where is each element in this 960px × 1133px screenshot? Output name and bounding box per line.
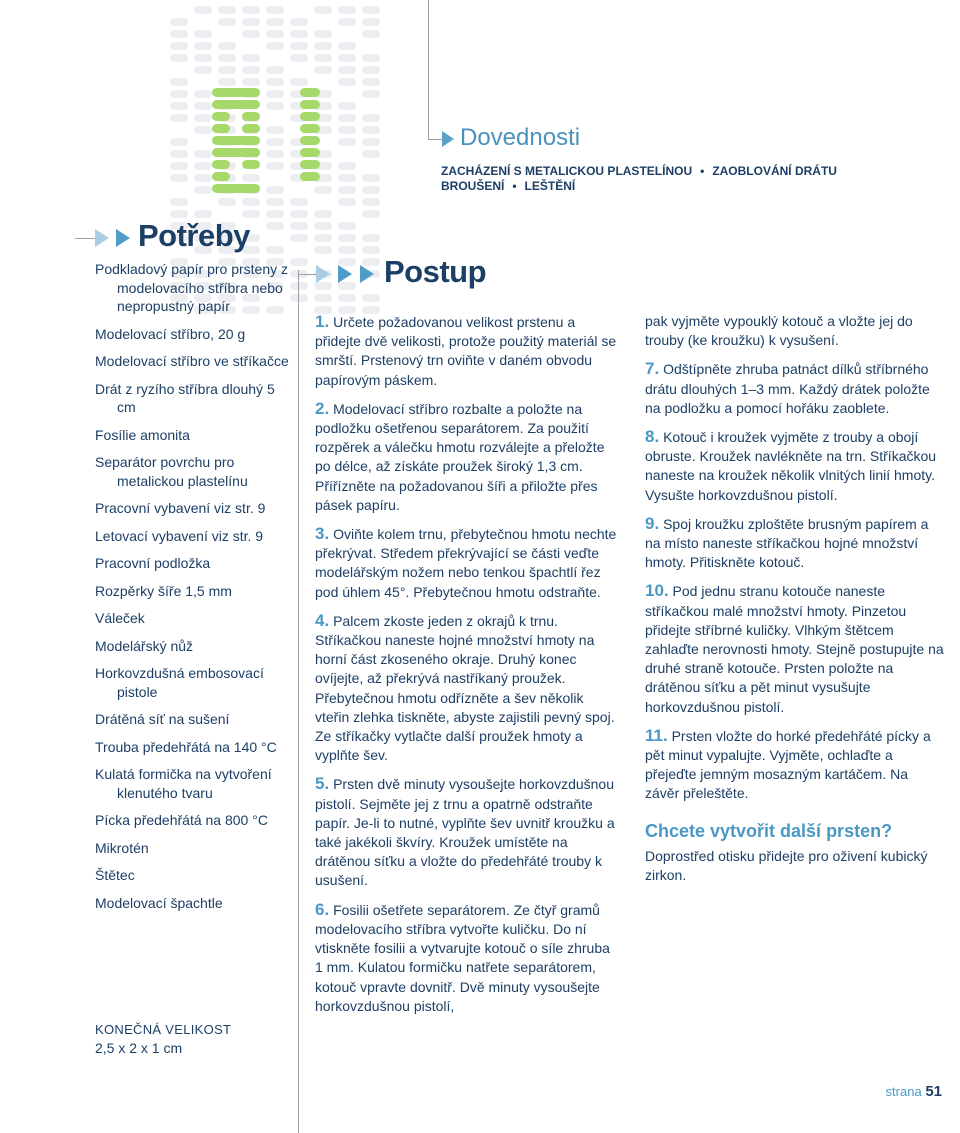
supply-item: Trouba předehřátá na 140 °C — [95, 738, 277, 755]
procedure-heading: Postup — [384, 254, 487, 289]
final-size-label: KONEČNÁ VELIKOST — [95, 1022, 232, 1037]
page-label: strana — [885, 1084, 922, 1099]
step-item — [645, 581, 945, 716]
supply-item: Drátěná síť na sušení — [95, 711, 230, 727]
final-size — [95, 1020, 231, 1058]
step-item — [645, 726, 945, 804]
supply-item: Modelovací špachtle — [95, 894, 223, 911]
steps-list — [645, 359, 945, 803]
topic: ZACHÁZENÍ S METALICKOU PLASTELÍNOU — [441, 164, 693, 178]
supplies-list — [95, 260, 295, 921]
step-text: Spoj kroužku zploštěte brusným papírem a na místo naneste stříkačkou hojné množství hmoty. Přitiskněte kotouč. — [645, 515, 929, 571]
tip-text: Doprostřed otisku přidejte pro oživení kubický zirkon. — [645, 847, 928, 884]
heading-rule — [75, 238, 95, 239]
header-rule-horizontal — [428, 139, 442, 140]
supply-item: Modelářský nůž — [95, 637, 194, 654]
tip-heading: Chcete vytvořit další prsten? — [645, 820, 893, 841]
supply-item: Letovací vybavení viz str. 9 — [95, 527, 264, 544]
supply-item: Pícka předehřátá na 800 °C — [95, 812, 268, 828]
step-text: Palcem zkoste jeden z okrajů k trnu. Stříkačkou naneste hojné množství hmoty na horní část zkoseného okraje. Druhý konec ovíjejte, až překrývá nastříkaný proužek. Přebytečnou hmotu odřízněte a šev několik vteřin zlehka tiskněte, abyste zajistili pevný spoj. Ze stříkačky vytlačte další proužek hmoty a vyplňte šev. — [315, 612, 615, 764]
step-text: Prsten dvě minuty vysoušejte horkovzdušnou pistolí. Sejměte jej z trnu a opatrně odstraňte papír. Je-li to nutné, vyplňte šev uvnitř kroužku a také jakékoli škvíry. Kroužek umístěte na drátěnou síťku a vložte do předehřáté trouby k usušení. — [315, 776, 615, 889]
topic: BROUŠENÍ — [441, 179, 505, 193]
supply-item: Separátor povrchu pro metalickou plastelínu — [95, 454, 248, 489]
step-text: Pod jednu stranu kotouče naneste stříkačkou malé množství hmoty. Pinzetou přidejte stříbrné kuličky. Vlhkým štětcem zahlaďte nerovnosti hmoty. Stejně postupujte na druhé straně kotouče. Prsten položte na drátěnou síťku a pět minut vysušujte horkovzdušnou pistolí. — [645, 583, 944, 715]
step-number: 8. — [645, 427, 660, 447]
supply-item: Podkladový papír pro prsteny z modelovacího stříbra nebo nepropustný papír — [95, 261, 288, 314]
topic: ZAOBLOVÁNÍ DRÁTU — [712, 164, 837, 178]
supply-item: Horkovzdušná embosovací pistole — [95, 665, 264, 700]
supply-item: Pracovní vybavení viz str. 9 — [95, 500, 266, 516]
topic: LEŠTĚNÍ — [524, 179, 576, 193]
arrow-icon — [95, 229, 109, 247]
step-number: 1. — [315, 312, 330, 331]
step-item — [645, 514, 945, 573]
column-divider — [298, 270, 299, 1133]
step-number: 9. — [645, 513, 660, 533]
step-text: Prsten vložte do horké předehřáté pícky a pět minut vypalujte. Vyjměte, ochlaďte a přejeďte jemným mosazným kartáčem. Na závěr přeleštěte. — [645, 727, 931, 802]
page-number-value: 51 — [925, 1083, 942, 1100]
step-item — [645, 359, 945, 418]
bullet-icon: • — [700, 164, 705, 178]
step-number: 5. — [315, 774, 330, 794]
supply-item: Kulatá formička na vytvoření klenutého tvaru — [95, 766, 272, 801]
supply-item: Váleček — [95, 610, 145, 626]
step-number: 10. — [645, 581, 669, 601]
step-number: 2. — [315, 398, 330, 418]
step-text: Fosilii ošetřete separátorem. Ze čtyř gramů modelovacího stříbra vytvořte kuličku. Do ní vtiskněte fosilii a vytvarujte kotouč o síle zhruba 1 mm. Kulatou formičku natřete separátorem, kotouč vpravte dovnitř. Dvě minuty vysoušejte horkovzdušnou pistolí, — [315, 901, 610, 1014]
supply-item: Modelovací stříbro, 20 g — [95, 325, 246, 342]
step-number: 4. — [315, 610, 330, 630]
arrow-icon — [360, 265, 374, 283]
supplies-heading: Potřeby — [138, 218, 250, 253]
supply-item: Modelovací stříbro ve stříkačce — [95, 353, 289, 369]
step-number: 7. — [645, 359, 660, 379]
arrow-icon — [338, 265, 352, 283]
bullet-icon: • — [512, 179, 517, 193]
step-item — [315, 524, 620, 602]
step-item — [315, 611, 620, 766]
step-item — [315, 399, 620, 515]
step-text: Odštípněte zhruba patnáct dílků stříbrného drátu dlouhých 1–3 mm. Každý drátek položte na podložku a pomocí hořáku zaoblete. — [645, 361, 930, 416]
header-arrow-icon — [442, 131, 454, 147]
step-text: Modelovací stříbro rozbalte a položte na podložku ošetřenou separátorem. Za použití rozpěrek a válečku hmotu rozválejte a přeložte po délce, až získáte proužek široký 1,3 cm. Přířízněte na požadovanou šíři a přiložte přes pásek papíru. — [315, 400, 605, 513]
step-item — [315, 900, 620, 1016]
step-item — [315, 312, 620, 390]
supply-item: Mikrotén — [95, 839, 149, 856]
page-number — [886, 1083, 942, 1100]
steps-column-1 — [315, 312, 620, 1025]
header-rule-vertical — [428, 0, 429, 140]
step-text: Oviňte kolem trnu, přebytečnou hmotu nechte překrývat. Středem překrývající se části veďte modelářským nožem nebo tenkou špachtlí řez pod úhlem 45°. Přebytečnou hmotu odstraňte. — [315, 526, 617, 600]
supply-item: Drát z ryzího stříbra dlouhý 5 cm — [95, 380, 275, 415]
arrow-icon — [116, 229, 130, 247]
final-size-value: 2,5 x 2 x 1 cm — [95, 1040, 183, 1056]
step-number: 11. — [645, 725, 668, 745]
step-item — [645, 427, 945, 505]
step-number: 3. — [315, 524, 330, 544]
heading-rule — [298, 274, 316, 275]
supply-item: Pracovní podložka — [95, 555, 211, 571]
arrow-icon — [316, 265, 330, 283]
skill-topics — [441, 164, 861, 194]
supply-item: Fosílie amonita — [95, 426, 190, 443]
supply-item: Rozpěrky šíře 1,5 mm — [95, 582, 232, 599]
step-text: Kotouč i kroužek vyjměte z trouby a obojí obruste. Kroužek navlékněte na trn. Stříkačkou naneste na kroužek několik vlnitých linií hmoty. Vysušte horkovzdušnou pistolí. — [645, 429, 937, 503]
step-number: 6. — [315, 899, 330, 919]
supply-item: Štětec — [95, 867, 135, 883]
section-title: Dovednosti — [460, 124, 581, 151]
step-text: Určete požadovanou velikost prstenu a přidejte dvě velikosti, protože použitý materiál se smrští. Prstenový trn oviňte v daném obvodu papírovým páskem. — [315, 314, 617, 388]
step-item — [315, 774, 620, 890]
steps-column-2 — [645, 312, 945, 885]
step-continuation: pak vyjměte vypouklý kotouč a vložte jej do trouby (ke kroužku) k vysušení. — [645, 313, 913, 349]
